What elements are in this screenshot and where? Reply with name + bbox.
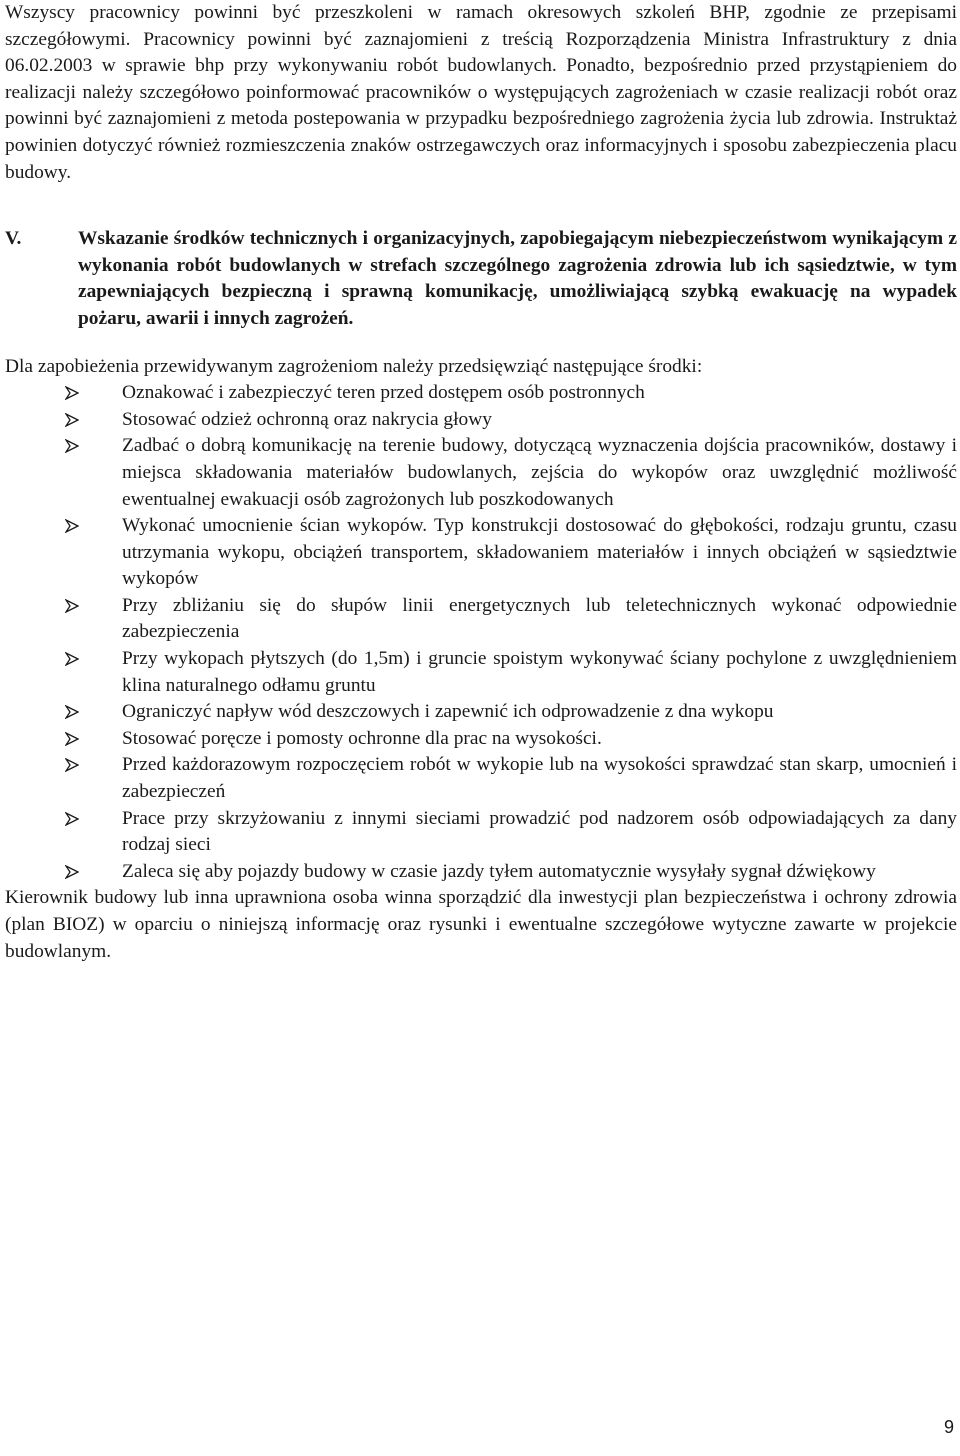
list-item bbox=[5, 593, 957, 646]
arrowhead-bullet-icon bbox=[5, 726, 122, 746]
list-item bbox=[5, 513, 957, 593]
list-item bbox=[5, 407, 957, 434]
list-item bbox=[5, 699, 957, 726]
arrowhead-bullet-icon bbox=[5, 806, 122, 826]
arrowhead-bullet-icon bbox=[5, 380, 122, 400]
list-item bbox=[5, 726, 957, 753]
list-item-text: Przy zbliżaniu się do słupów linii energetycznych lub teletechnicznych wykonać odpowiednie zabezpieczenia bbox=[122, 594, 957, 643]
list-item-text: Stosować odzież ochronną oraz nakrycia głowy bbox=[122, 408, 492, 430]
section-heading bbox=[5, 226, 957, 332]
closing-paragraph: Kierownik budowy lub inna uprawniona osoba winna sporządzić dla inwestycji plan bezpieczeństwa i ochrony zdrowia (plan BIOZ) w oparciu o niniejszą informację oraz rysunki i ewentualne szczegółowe wytyczne zawarte w projekcie budowlanym. bbox=[5, 887, 957, 962]
arrowhead-bullet-icon bbox=[5, 646, 122, 666]
list-item-text: Prace przy skrzyżowaniu z innymi sieciami prowadzić pod nadzorem osób odpowiadających za dany rodzaj sieci bbox=[122, 807, 957, 856]
list-item-text: Oznakować i zabezpieczyć teren przed dostępem osób postronnych bbox=[122, 382, 645, 404]
arrowhead-bullet-icon bbox=[5, 752, 122, 772]
document-page bbox=[5, 0, 957, 965]
list-item-text: Zadbać o dobrą komunikację na terenie budowy, dotyczącą wyznaczenia dojścia pracowników, dostawy i miejsca składowania materiałów budowlanych, zejścia do wykopów oraz uwzględnić możliwość ewentualnej ewakuacji osób zagrożonych lub poszkodowanych bbox=[122, 435, 957, 510]
arrowhead-bullet-icon bbox=[5, 407, 122, 427]
lead-paragraph: Dla zapobieżenia przewidywanym zagrożeniom należy przedsięwziąć następujące środki: bbox=[5, 355, 703, 377]
list-item-text: Stosować poręcze i pomosty ochronne dla prac na wysokości. bbox=[122, 727, 602, 749]
list-item bbox=[5, 380, 957, 407]
list-item-text: Zaleca się aby pojazdy budowy w czasie jazdy tyłem automatycznie wysyłały sygnał dźwiękowy bbox=[122, 860, 876, 882]
list-item-text: Przed każdorazowym rozpoczęciem robót w wykopie lub na wysokości sprawdzać stan skarp, umocnień i zabezpieczeń bbox=[122, 754, 957, 803]
measures-list bbox=[5, 380, 957, 885]
arrowhead-bullet-icon bbox=[5, 859, 122, 879]
list-item bbox=[5, 752, 957, 805]
list-item-text: Wykonać umocnienie ścian wykopów. Typ konstrukcji dostosować do głębokości, rodzaju gruntu, czasu utrzymania wykopu, obciążeń transportem, składowaniem materiałów i innych obciążeń w sąsiedztwie wykopów bbox=[122, 515, 957, 590]
arrowhead-bullet-icon bbox=[5, 593, 122, 613]
list-item bbox=[5, 646, 957, 699]
list-item-text: Przy wykopach płytszych (do 1,5m) i gruncie spoistym wykonywać ściany pochylone z uwzględnieniem klina naturalnego odłamu gruntu bbox=[122, 648, 957, 696]
intro-paragraph: Wszyscy pracownicy powinni być przeszkoleni w ramach okresowych szkoleń BHP, zgodnie ze przepisami szczegółowymi. Pracownicy powinni być zaznajomieni z treścią Rozporządzenia Ministra Infrastruktury z dnia 06.02.2003 w sprawie bhp przy wykonywaniu robót budowlanych. Ponadto, bezpośrednio przed przystąpieniem do realizacji należy szczegółowo poinformować pracowników o występujących zagrożeniach w czasie realizacji robót oraz powinni być zaznajomieni z metoda postepowania w przypadku bezpośredniego zagrożenia życia lub zdrowia. Instruktaż powinien dotyczyć również rozmieszczenia znaków ostrzegawczych oraz informacyjnych i sposobu zabezpieczenia placu budowy. bbox=[5, 2, 957, 183]
page-number: 9 bbox=[943, 1417, 954, 1437]
arrowhead-bullet-icon bbox=[5, 699, 122, 719]
section-number: V. bbox=[5, 228, 22, 250]
list-item-text: Ograniczyć napływ wód deszczowych i zapewnić ich odprowadzenie z dna wykopu bbox=[122, 701, 774, 723]
list-item bbox=[5, 433, 957, 513]
list-item bbox=[5, 806, 957, 859]
arrowhead-bullet-icon bbox=[5, 513, 122, 533]
arrowhead-bullet-icon bbox=[5, 433, 122, 453]
list-item bbox=[5, 859, 957, 886]
section-title: Wskazanie środków technicznych i organizacyjnych, zapobiegającym niebezpieczeństwom wynikającym z wykonania robót budowlanych w strefach szczególnego zagrożenia zdrowia lub ich sąsiedztwie, w tym zapewniających bezpieczną i sprawną komunikację, umożliwiającą szybką ewakuację na wypadek pożaru, awarii i innych zagrożeń. bbox=[78, 228, 957, 329]
